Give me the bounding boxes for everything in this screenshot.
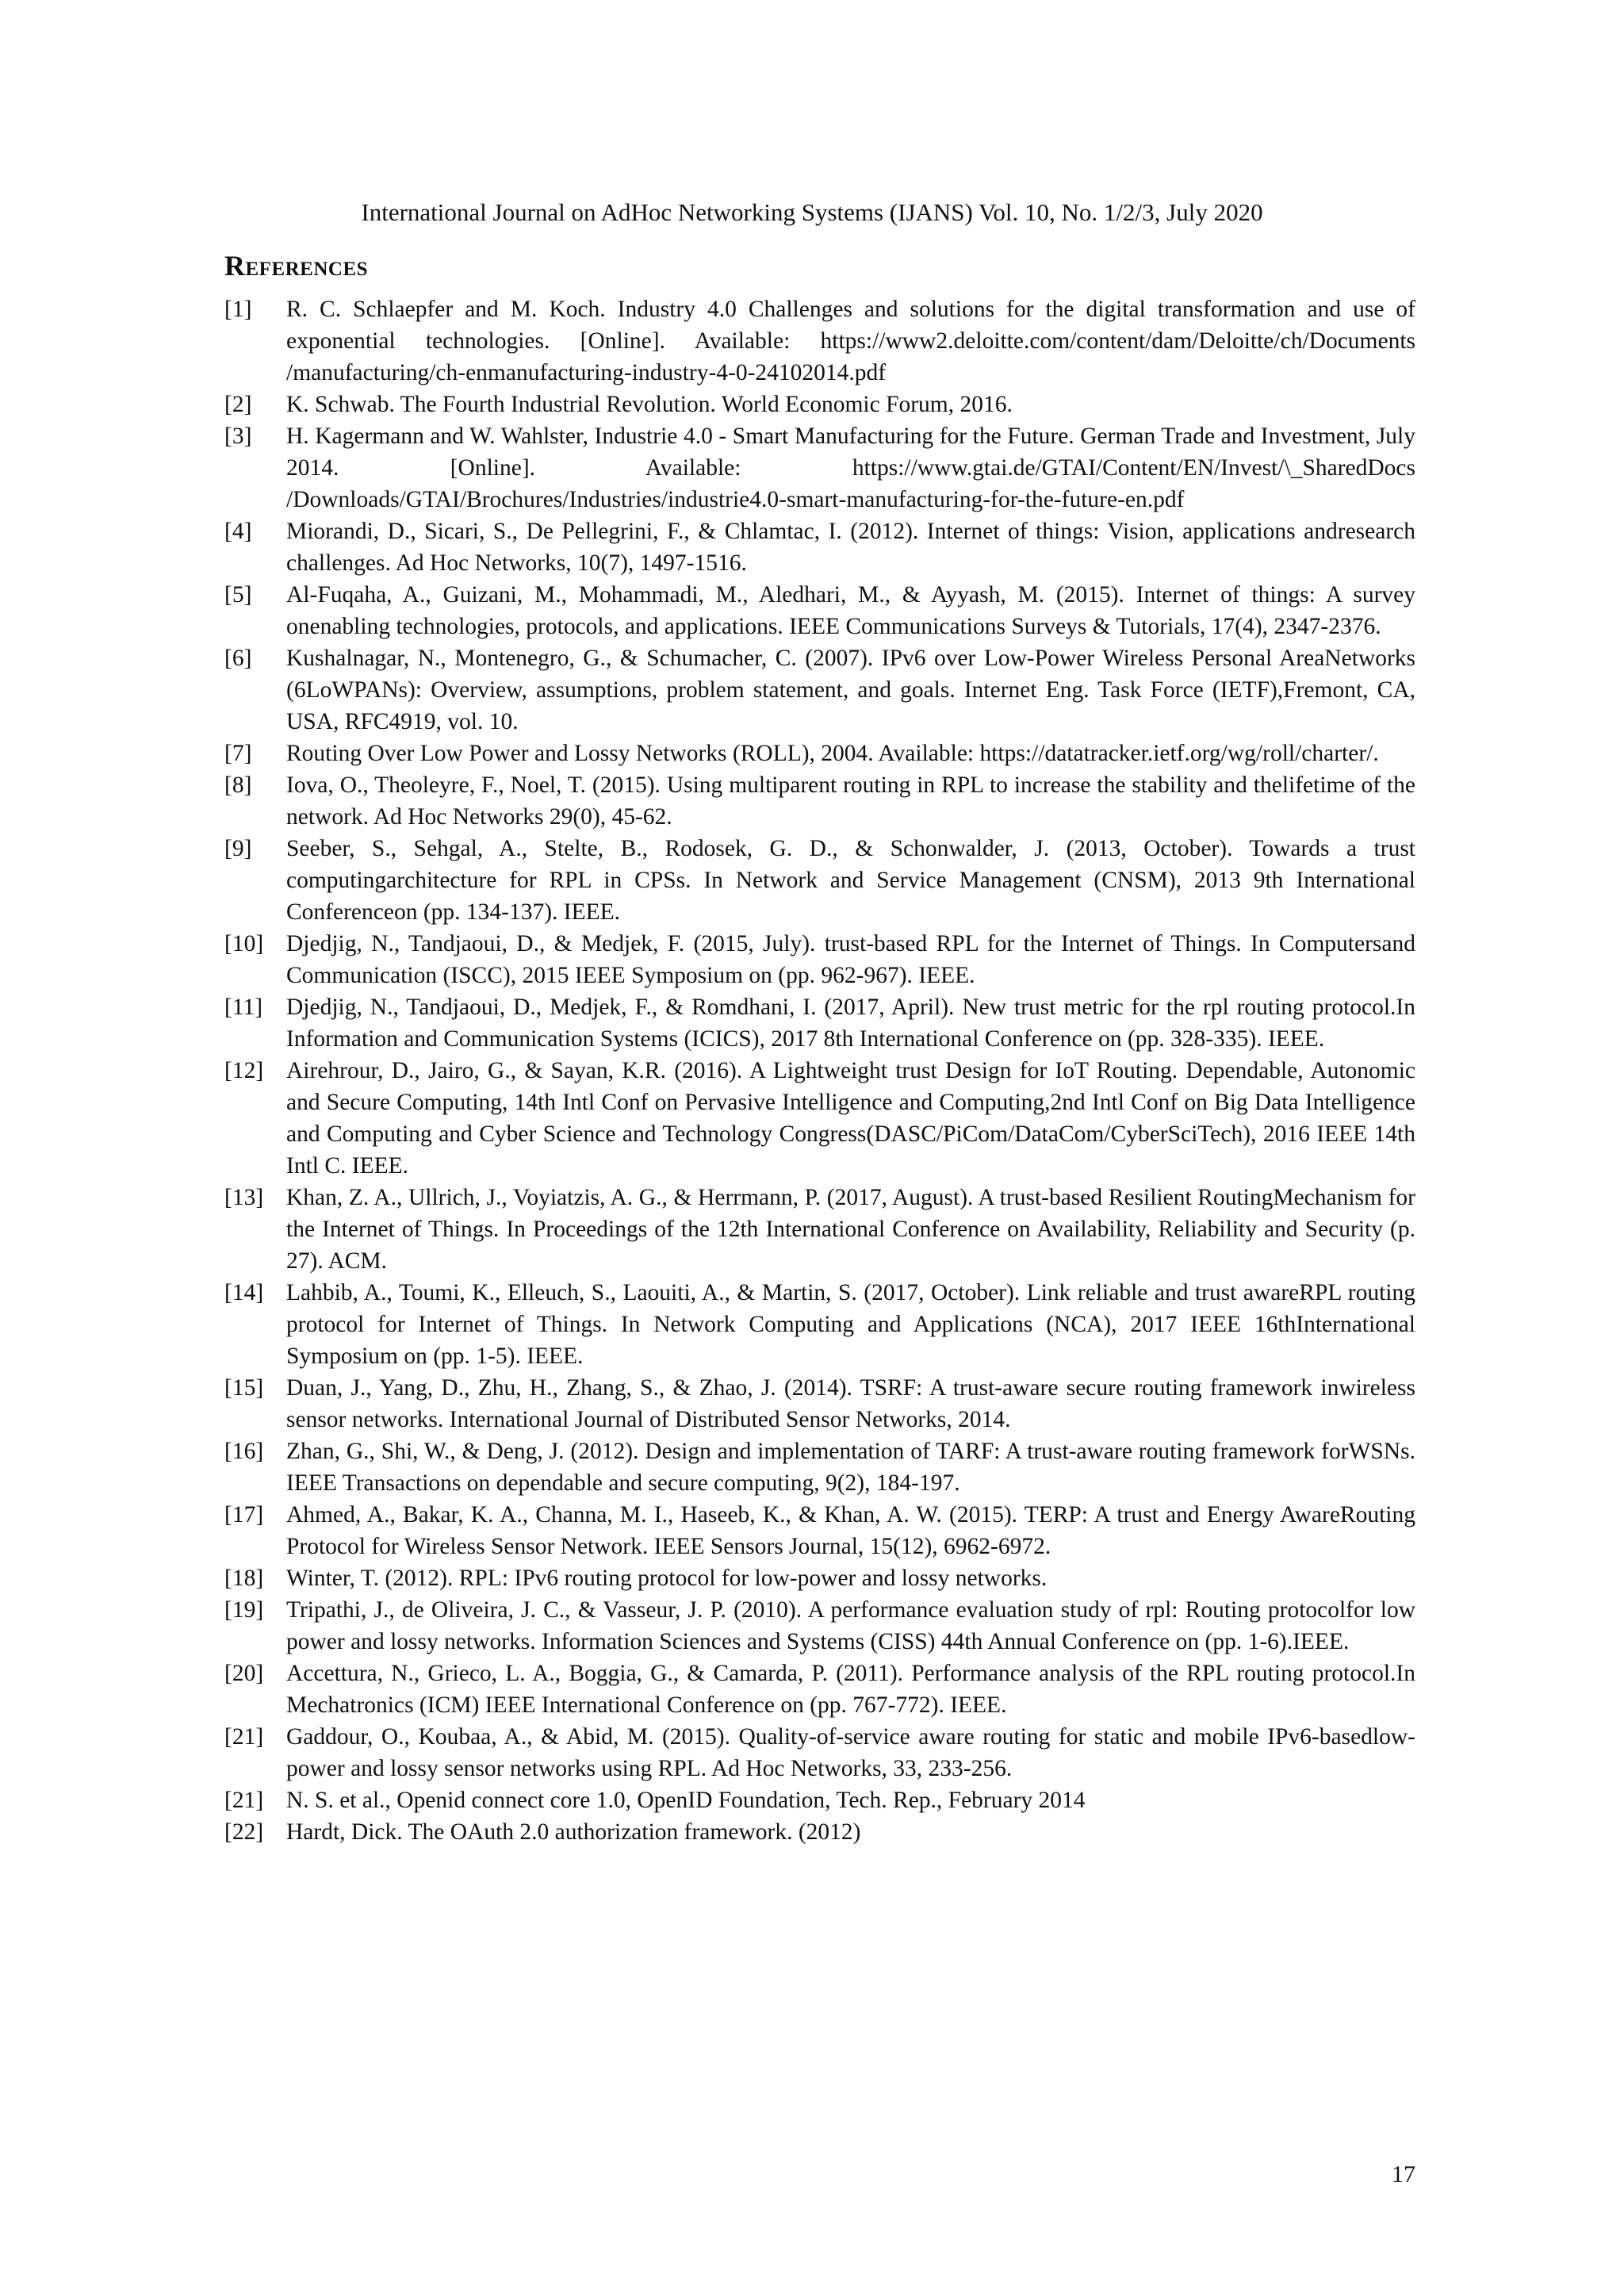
reference-text: Iova, O., Theoleyre, F., Noel, T. (2015). Using multiparent routing in RPL to increase the stability and thelifetime of the network. Ad Hoc Networks 29(0), 45-62. — [286, 772, 1415, 830]
reference-number: [16] — [224, 1439, 264, 1464]
reference-number: [15] — [224, 1375, 264, 1401]
reference-item — [224, 1658, 1415, 1721]
reference-number: [8] — [224, 772, 252, 798]
reference-text: Djedjig, N., Tandjaoui, D., & Medjek, F. (2015, July). trust-based RPL for the Internet of Things. In Computersand Communication (ISCC), 2015 IEEE Symposium on (pp. 962-967). IEEE. — [286, 931, 1415, 988]
reference-text: Miorandi, D., Sicari, S., De Pellegrini, F., & Chlamtac, I. (2012). Internet of things: Vision, applications andresearch challenges. Ad Hoc Networks, 10(7), 1497-1516. — [286, 519, 1415, 576]
running-header: International Journal on AdHoc Networking Systems (IJANS) Vol. 10, No. 1/2/3, July 2020 — [361, 198, 1263, 226]
reference-list — [224, 293, 1415, 1848]
reference-number: [2] — [224, 392, 252, 417]
reference-item — [224, 420, 1415, 516]
reference-number: [20] — [224, 1661, 264, 1686]
reference-item — [224, 1277, 1415, 1372]
reference-number: [14] — [224, 1280, 264, 1305]
reference-item — [224, 769, 1415, 833]
reference-number: [1] — [224, 297, 252, 322]
reference-text: Kushalnagar, N., Montenegro, G., & Schumacher, C. (2007). IPv6 over Low-Power Wireless Personal AreaNetworks (6LoWPANs): Overview, assumptions, problem statement, and goals. Internet Eng. Task Force (IETF),Fremont, CA, USA, RFC4919, vol. 10. — [286, 646, 1415, 734]
page-number: 17 — [1392, 2161, 1415, 2187]
reference-text: Gaddour, O., Koubaa, A., & Abid, M. (2015). Quality-of-service aware routing for static and mobile IPv6-basedlow-power and lossy sensor networks using RPL. Ad Hoc Networks, 33, 233-256. — [286, 1724, 1415, 1781]
reference-item — [224, 642, 1415, 738]
reference-text: Al-Fuqaha, A., Guizani, M., Mohammadi, M., Aledhari, M., & Ayyash, M. (2015). Internet of things: A survey onenabling technologies, protocols, and applications. IEEE Communications Surveys & Tutorials, 17(4), 2347-2376. — [286, 582, 1415, 639]
reference-text: R. C. Schlaepfer and M. Koch. Industry 4.0 Challenges and solutions for the digital transformation and use of exponential technologies. [Online]. Available: https://www2.deloitte.com/content/dam/Deloitte/ch/Documents /manufacturing/ch-enmanufacturing-industry-4-0-24102014.pdf — [286, 297, 1415, 385]
reference-text: Duan, J., Yang, D., Zhu, H., Zhang, S., & Zhao, J. (2014). TSRF: A trust-aware secure routing framework inwireless sensor networks. International Journal of Distributed Sensor Networks, 2014. — [286, 1375, 1415, 1432]
reference-number: [9] — [224, 836, 252, 861]
reference-text: Hardt, Dick. The OAuth 2.0 authorization framework. (2012) — [286, 1819, 861, 1845]
reference-item — [224, 1594, 1415, 1658]
reference-item — [224, 928, 1415, 991]
reference-number: [10] — [224, 931, 264, 956]
reference-number: [12] — [224, 1058, 264, 1083]
reference-item — [224, 1562, 1415, 1594]
reference-item — [224, 293, 1415, 389]
reference-item — [224, 579, 1415, 642]
reference-text: N. S. et al., Openid connect core 1.0, OpenID Foundation, Tech. Rep., February 2014 — [286, 1788, 1086, 1813]
reference-text: Accettura, N., Grieco, L. A., Boggia, G., & Camarda, P. (2011). Performance analysis of the RPL routing protocol.In Mechatronics (ICM) IEEE International Conference on (pp. 767-772). IEEE. — [286, 1661, 1415, 1718]
reference-text: Djedjig, N., Tandjaoui, D., Medjek, F., & Romdhani, I. (2017, April). New trust metric for the rpl routing protocol.In Information and Communication Systems (ICICS), 2017 8th International Conference on (pp. 328-335). IEEE. — [286, 995, 1415, 1052]
reference-text: K. Schwab. The Fourth Industrial Revolution. World Economic Forum, 2016. — [286, 392, 1013, 417]
reference-item — [224, 1182, 1415, 1277]
reference-number: [18] — [224, 1566, 264, 1591]
reference-item — [224, 1499, 1415, 1562]
reference-text: Lahbib, A., Toumi, K., Elleuch, S., Laouiti, A., & Martin, S. (2017, October). Link reliable and trust awareRPL routing protocol for Internet of Things. In Network Computing and Applications (NCA), 2017 IEEE 16thInternational Symposium on (pp. 1-5). IEEE. — [286, 1280, 1415, 1369]
reference-item — [224, 1784, 1415, 1816]
reference-number: [6] — [224, 646, 252, 671]
reference-number: [21] — [224, 1788, 264, 1813]
reference-item — [224, 1435, 1415, 1499]
references-heading: References — [224, 250, 369, 282]
reference-number: [3] — [224, 424, 252, 449]
reference-text: Khan, Z. A., Ullrich, J., Voyiatzis, A. G., & Herrmann, P. (2017, August). A trust-based Resilient RoutingMechanism for the Internet of Things. In Proceedings of the 12th International Conference on Availability, Reliability and Security (p. 27). ACM. — [286, 1185, 1415, 1274]
reference-number: [4] — [224, 519, 252, 544]
reference-text: Zhan, G., Shi, W., & Deng, J. (2012). Design and implementation of TARF: A trust-aware routing framework forWSNs. IEEE Transactions on dependable and secure computing, 9(2), 184-197. — [286, 1439, 1415, 1496]
reference-text: Ahmed, A., Bakar, K. A., Channa, M. I., Haseeb, K., & Khan, A. W. (2015). TERP: A trust and Energy AwareRouting Protocol for Wireless Sensor Network. IEEE Sensors Journal, 15(12), 6962-6972. — [286, 1502, 1415, 1559]
reference-item — [224, 1721, 1415, 1784]
reference-item — [224, 833, 1415, 928]
reference-text: Airehrour, D., Jairo, G., & Sayan, K.R. (2016). A Lightweight trust Design for IoT Routing. Dependable, Autonomic and Secure Computing, 14th Intl Conf on Pervasive Intelligence and Computing,2nd Intl Conf on Big Data Intelligence and Computing and Cyber Science and Technology Congress(DASC/PiCom/DataCom/CyberSciTech), 2016 IEEE 14th Intl C. IEEE. — [286, 1058, 1415, 1179]
reference-item — [224, 991, 1415, 1055]
reference-item — [224, 1816, 1415, 1848]
reference-text: Winter, T. (2012). RPL: IPv6 routing protocol for low-power and lossy networks. — [286, 1566, 1048, 1591]
reference-number: [7] — [224, 741, 252, 766]
reference-text: Tripathi, J., de Oliveira, J. C., & Vasseur, J. P. (2010). A performance evaluation study of rpl: Routing protocolfor low power and lossy networks. Information Sciences and Systems (CISS) 44th Annual Conference on (pp. 1-6).IEEE. — [286, 1597, 1415, 1654]
reference-item — [224, 516, 1415, 579]
reference-number: [17] — [224, 1502, 264, 1527]
reference-number: [5] — [224, 582, 252, 608]
reference-number: [13] — [224, 1185, 264, 1210]
reference-number: [22] — [224, 1819, 264, 1845]
reference-number: [19] — [224, 1597, 264, 1623]
reference-item — [224, 1372, 1415, 1435]
reference-item — [224, 1055, 1415, 1182]
reference-item — [224, 389, 1415, 420]
reference-text: Routing Over Low Power and Lossy Networks (ROLL), 2004. Available: https://datatracker.ietf.org/wg/roll/charter/. — [286, 741, 1379, 766]
reference-item — [224, 738, 1415, 769]
reference-text: H. Kagermann and W. Wahlster, Industrie 4.0 - Smart Manufacturing for the Future. German Trade and Investment, July 2014. [Online]. Available: https://www.gtai.de/GTAI/Content/EN/Invest/\_SharedDocs /Downloads/GTAI/Brochures/Industries/industrie4.0-smart-manufacturing-for-the-future-en.pdf — [286, 424, 1415, 512]
reference-number: [11] — [224, 995, 263, 1020]
reference-text: Seeber, S., Sehgal, A., Stelte, B., Rodosek, G. D., & Schonwalder, J. (2013, October). Towards a trust computingarchitecture for RPL in CPSs. In Network and Service Management (CNSM), 2013 9th International Conferenceon (pp. 134-137). IEEE. — [286, 836, 1415, 925]
reference-number: [21] — [224, 1724, 264, 1750]
